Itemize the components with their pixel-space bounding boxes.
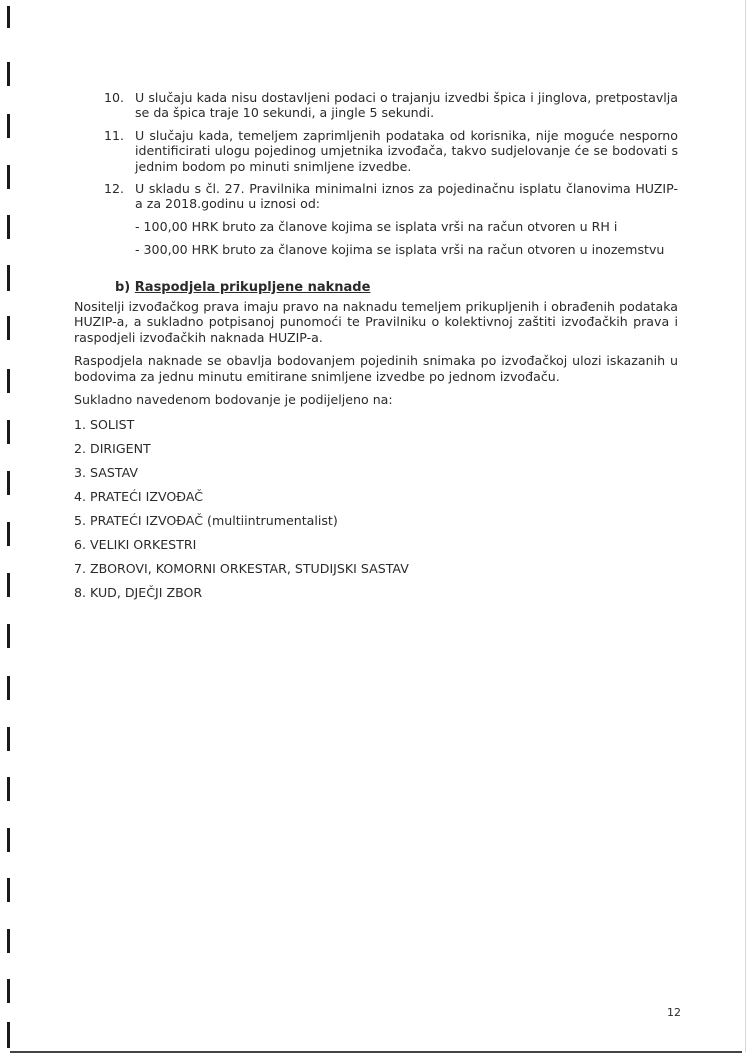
- category-item: 2. DIRIGENT: [74, 440, 151, 456]
- document-body: [74, 90, 678, 608]
- binding-mark: [7, 777, 10, 801]
- dash-item: - 100,00 HRK bruto za članove kojima se isplata vrši na račun otvoren u RH i: [135, 218, 618, 234]
- category-item: 8. KUD, DJEČJI ZBOR: [74, 584, 203, 600]
- paragraph: Nositelji izvođačkog prava imaju pravo na naknadu temeljem prikupljenih i obrađenih podataka HUZIP-a, a sukladno potpisanoj punomoći te Pravilniku o kolektivnoj zaštiti izvođačkih prava i raspodjeli izvođačkih naknada HUZIP-a.: [74, 299, 678, 345]
- item-number: 12.: [104, 181, 125, 197]
- category-item: 6. VELIKI ORKESTRI: [74, 536, 197, 552]
- binding-mark: [7, 979, 10, 1003]
- dash-item: - 300,00 HRK bruto za članove kojima se isplata vrši na račun otvoren u inozemstvu: [135, 242, 665, 258]
- binding-mark: [7, 265, 10, 291]
- category-item: 7. ZBOROVI, KOMORNI ORKESTAR, STUDIJSKI SASTAV: [74, 560, 409, 576]
- numbered-item: [104, 128, 678, 174]
- binding-mark: [7, 676, 10, 700]
- binding-mark: [7, 573, 10, 597]
- item-number: 10.: [104, 90, 125, 105]
- binding-mark: [7, 878, 10, 902]
- section-prefix: b): [115, 279, 135, 295]
- paragraph: Raspodjela naknade se obavlja bodovanjem pojedinih snimaka po izvođačkoj ulozi iskazanih u bodovima za jednu minutu emitirane snimljene izvedbe po jednom izvođaču.: [74, 353, 678, 384]
- binding-mark: [7, 6, 10, 28]
- category-item: 5. PRATEĆI IZVOĐAČ (multiintrumentalist): [74, 512, 338, 528]
- binding-mark: [7, 316, 10, 340]
- binding-mark: [7, 62, 10, 86]
- item-number: 11.: [104, 127, 125, 143]
- category-item: 1. SOLIST: [74, 416, 135, 432]
- page-edge: [745, 0, 746, 1052]
- section-title: Raspodjela prikupljene naknade: [134, 279, 371, 295]
- category-item: 4. PRATEĆI IZVOĐAČ: [74, 488, 204, 504]
- binding-mark: [7, 727, 10, 751]
- item-text: U slučaju kada, temeljem zaprimljenih podataka od korisnika, nije moguće nesporno identificirati ulogu pojedinog umjetnika izvođača, takvo sudjelovanje će se bodovati s jednim bodom po minuti snimljene izvedbe.: [135, 127, 678, 174]
- paragraph: Sukladno navedenom bodovanje je podijeljeno na:: [74, 392, 393, 408]
- binding-mark: [7, 1022, 10, 1048]
- binding-mark: [7, 114, 10, 138]
- item-text: U slučaju kada nisu dostavljeni podaci o trajanju izvedbi špica i jinglova, pretpostavlja se da špica traje 10 sekundi, a jingle 5 sekundi.: [135, 90, 678, 121]
- binding-mark: [7, 420, 10, 444]
- bottom-rule: [10, 1051, 742, 1053]
- binding-mark: [7, 215, 10, 239]
- binding-mark: [7, 369, 10, 393]
- binding-mark: [7, 165, 10, 189]
- binding-mark: [7, 522, 10, 546]
- numbered-item: [104, 181, 678, 212]
- page-number: 12: [667, 1006, 681, 1019]
- numbered-item: [104, 90, 678, 121]
- binding-mark: [7, 828, 10, 852]
- item-text: U skladu s čl. 27. Pravilnika minimalni iznos za pojedinačnu isplatu članovima HUZIP-a za 2018.godinu u iznosi od:: [135, 181, 678, 212]
- binding-mark: [7, 624, 10, 648]
- category-item: 3. SASTAV: [74, 464, 138, 480]
- binding-mark: [7, 929, 10, 953]
- section-heading: [115, 280, 678, 295]
- binding-mark: [7, 471, 10, 495]
